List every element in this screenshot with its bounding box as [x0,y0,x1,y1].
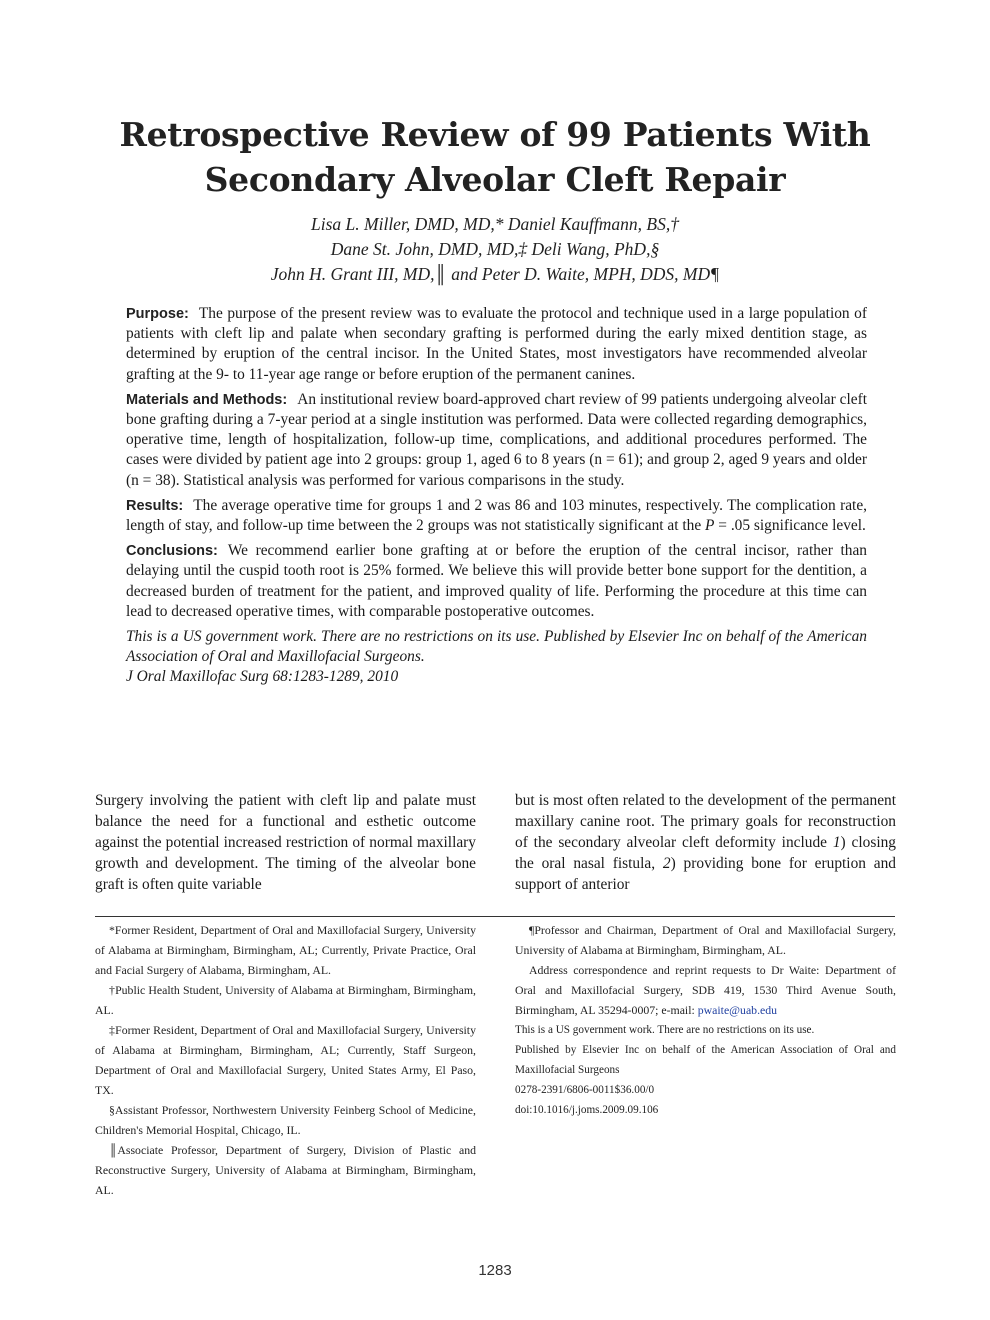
page-number: 1283 [478,1262,512,1279]
doi-line[interactable]: doi:10.1016/j.joms.2009.09.106 [515,1104,659,1116]
footnote-affiliation-2: †Public Health Student, University of Alabama at Birmingham, Birmingham, AL. [95,983,476,1017]
author-line-2: Dane St. John, DMD, MD,‡ Deli Wang, PhD,§ [330,239,660,259]
author-line-3: John H. Grant III, MD,║ and Peter D. Waite, MPH, DDS, MD¶ [270,264,720,284]
email-link[interactable]: pwaite@uab.edu [697,1003,778,1017]
footnote-affiliation-5: ║Associate Professor, Department of Surgery, Division of Plastic and Reconstructive Surgery, University of Alabama at Birmingham, Birmingham, AL. [95,1143,476,1197]
government-notice: This is a US government work. There are no restrictions on its use. Published by Elsevier Inc on behalf of the American Association of Oral and Maxillofacial Surgeons. [126,628,867,666]
author-list [95,212,895,287]
footnote-divider [95,916,895,917]
copyright-line-1: This is a US government work. There are no restrictions on its use. [515,1024,815,1036]
goal-2-text: providing bone for eruption and support of anterior [515,855,896,893]
goal-2-number: 2 [662,855,671,872]
issn-line: 0278-2391/6806-0011$36.00/0 [515,1084,655,1096]
footnotes-left [95,920,476,1200]
abstract [126,304,867,688]
address-text: Address correspondence and reprint requests to Dr Waite: Department of Oral and Maxillofacial Surgery, SDB 419, 1530 Third Avenue South, Birmingham, AL 35294-0007; e-mail: [515,963,896,1017]
purpose-label: Purpose: [126,306,189,322]
methods-label: Materials and Methods: [126,391,288,408]
footnote-affiliation-3: ‡Former Resident, Department of Oral and Maxillofacial Surgery, University of Alabama at Birmingham, Birmingham, AL; Currently, Staff Surgeon, Department of Oral and Maxillofacial Surgery, United States Army, El Paso, TX. [95,1023,476,1097]
title-line-1: Retrospective Review of 99 Patients With [119,115,871,154]
results-text-end: = .05 significance level. [718,517,866,535]
abstract-conclusions [126,541,867,622]
correspondence-address [515,960,896,1020]
goal-1-text: closing the oral nasal fistula, [515,834,896,872]
methods-text: An institutional review board-approved chart review of 99 patients undergoing alveolar cleft bone grafting during a 7-year period at a single institution was performed. Data were collected regarding demographics, operative time, length of hospitalization, follow-up time, complications, and additional procedures performed. The cases were divided by patient age into 2 groups: group 1, aged 6 to 8 years (n = 61); and group 2, aged 9 years and older (n = 38). Statistical analysis was performed for various comparisons in the study. [126,390,867,489]
body-right-text: but is most often related to the development of the permanent maxillary canine root. The primary goals for reconstruction of the secondary alveolar cleft deformity include [515,792,896,851]
goal-1-number: 1 [832,834,841,851]
results-label: Results: [126,497,184,514]
journal-citation: J Oral Maxillofac Surg 68:1283-1289, 2010 [126,668,399,686]
footnotes-right [515,920,896,1120]
body-text-left-column: Surgery involving the patient with cleft lip and palate must balance the need for a functional and esthetic outcome against the potential increased restriction of normal maxillary growth and development. The timing of the alveolar bone graft is often quite variable [95,792,476,893]
footnote-affiliation-1: *Former Resident, Department of Oral and Maxillofacial Surgery, University of Alabama at Birmingham, Birmingham, AL; Currently, Private Practice, Oral and Facial Surgery of Alabama, Birmingham, AL. [95,923,476,977]
purpose-text: The purpose of the present review was to evaluate the protocol and technique used in a large population of patients with cleft lip and palate when secondary grafting is performed during the early mixed dentition stage, as determined by eruption of the central incisor. In the United States, most investigators have recommended alveolar grafting at the 9- to 11-year age range or before eruption of the permanent canines. [126,305,867,383]
conclusions-label: Conclusions: [126,543,218,560]
copyright-line-2: Published by Elsevier Inc on behalf of the American Association of Oral and Maxillofacial Surgeons [515,1044,896,1076]
abstract-methods [126,390,867,491]
conclusions-text: We recommend earlier bone grafting at or before the eruption of the central incisor, rather than delaying until the cuspid tooth root is 25% formed. We believe this will provide better bone support for the dentition, a decreased burden of treatment for the patient, and improved quality of life. Performing the procedure at this time can lead to decreased operative times, with comparable postoperative outcomes. [126,542,867,620]
body-text-right-column: but is most often related to the development of the permanent maxillary canine root. The primary goals for reconstruction of the secondary alveolar cleft deformity include 1) closing the oral nasal fistula, 2) providing bone for eruption and support of anterior [515,792,896,893]
footnote-affiliation-4: §Assistant Professor, Northwestern University Feinberg School of Medicine, Children's Memorial Hospital, Chicago, IL. [95,1103,476,1137]
title-line-2: Secondary Alveolar Cleft Repair [204,160,786,199]
results-text: The average operative time for groups 1 and 2 was 86 and 103 minutes, respectively. The complication rate, length of stay, and follow-up time between the 2 groups was not statistically significant at the [126,496,867,535]
author-line-1: Lisa L. Miller, DMD, MD,* Daniel Kauffmann, BS,† [311,214,679,234]
article-title [95,112,895,202]
footnote-affiliation-6: ¶Professor and Chairman, Department of Oral and Maxillofacial Surgery, University of Alabama at Birmingham, Birmingham, AL. [515,923,896,957]
p-value-symbol: P [705,517,715,535]
abstract-results [126,496,867,536]
abstract-purpose [126,304,867,385]
